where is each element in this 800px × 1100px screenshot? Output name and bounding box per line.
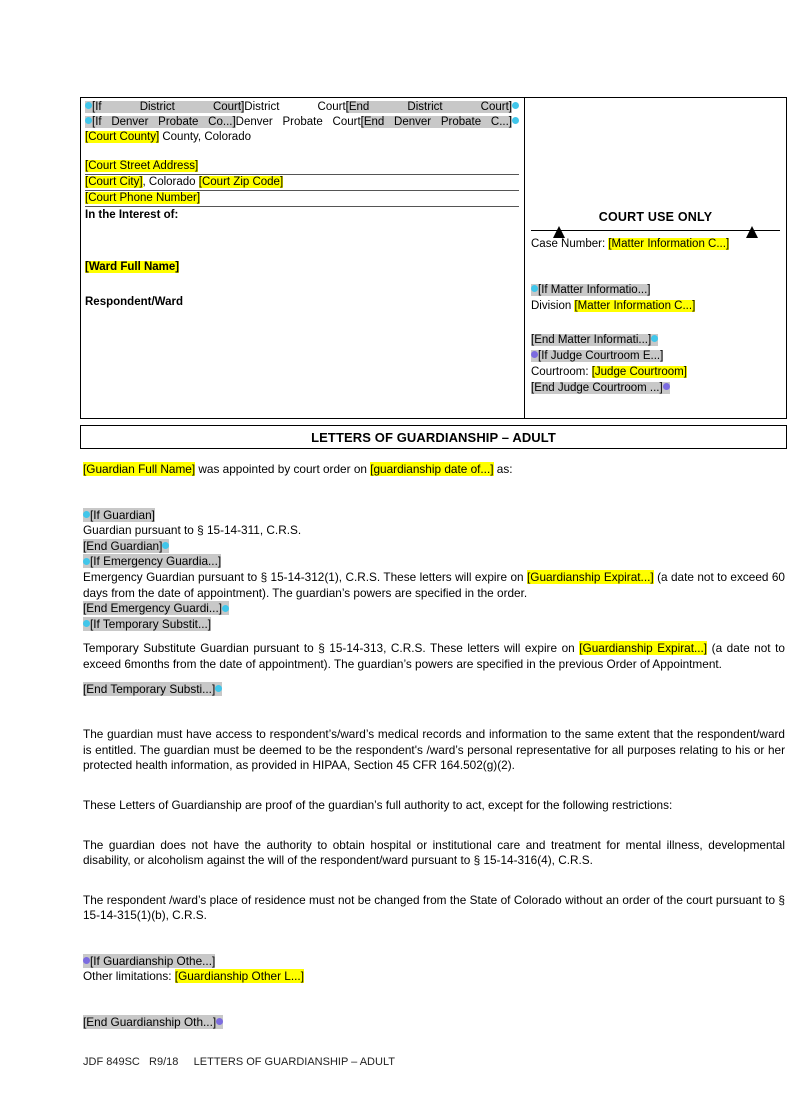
tag-if-guardianship-other-row: [83, 954, 785, 970]
district-court-text: District Court: [244, 101, 346, 113]
triangle-right-icon: [746, 226, 758, 238]
body-spacer: [83, 869, 785, 893]
tag-end-guardian-row: [83, 539, 785, 555]
caption-spacer: [85, 222, 519, 260]
intro-tail-text: as:: [493, 462, 513, 476]
tag-end-emergency-guardian-row: [83, 601, 785, 617]
tag-end-judge-courtroom[interactable]: [End Judge Courtroom ...]: [531, 382, 670, 394]
tag-if-guardian-row: [83, 508, 785, 524]
tag-if-temporary-substitute[interactable]: [If Temporary Substit...]: [83, 617, 211, 631]
conditional-marker-icon: [83, 511, 90, 518]
proof-of-authority-paragraph: These Letters of Guardianship are proof of the guardian’s full authority to act, except for the following restrictions:: [83, 797, 673, 812]
field-court-street-address[interactable]: [Court Street Address]: [85, 159, 199, 172]
conditional-marker-icon: [83, 558, 90, 565]
body-spacer: [83, 632, 785, 641]
conditional-marker-icon: [512, 102, 519, 109]
court-use-only-column: [525, 98, 786, 418]
court-use-only-bar: [531, 226, 780, 236]
court-city-zip-line: [85, 175, 519, 191]
conditional-marker-icon: [83, 620, 90, 627]
emergency-text-before: Emergency Guardian pursuant to § 15-14-312(1), C.R.S. These letters will expire on: [83, 569, 527, 584]
tag-if-judge-courtroom-row: [531, 349, 780, 364]
field-court-phone-number[interactable]: [Court Phone Number]: [85, 191, 201, 204]
tag-end-matter-information[interactable]: [End Matter Informati...]: [531, 334, 658, 346]
hipaa-paragraph: The guardian must have access to respondent’s/ward’s medical records and information to the same extent that the respondent/ward is entitled. The guardian must be deemed to be the respondent's /ward’s personal representative for all purposes relating to his or her protected health information, as provided in HIPAA, Section 45 CFR 164.502(g)(2).: [83, 727, 785, 773]
tag-if-temporary-substitute-row: [83, 617, 785, 633]
in-the-interest-of-label: In the Interest of:: [85, 208, 179, 221]
courtroom-line: [531, 365, 780, 380]
intro-paragraph: [83, 462, 785, 478]
courtroom-label: Courtroom:: [531, 365, 592, 378]
tag-if-guardian[interactable]: [If Guardian]: [83, 508, 155, 522]
tag-if-denver-probate[interactable]: [If Denver Probate Co...]: [85, 116, 236, 128]
field-case-number[interactable]: [Matter Information C...]: [608, 237, 730, 250]
field-guardian-full-name[interactable]: [Guardian Full Name]: [83, 462, 196, 476]
body-spacer: [83, 478, 785, 508]
field-court-zip-code[interactable]: [Court Zip Code]: [198, 175, 284, 188]
form-title-band: [80, 425, 787, 449]
denver-probate-court-text: Denver Probate Court: [235, 116, 361, 128]
ward-name-line: [85, 260, 519, 275]
conditional-marker-icon: [162, 542, 169, 549]
emergency-text-after: (a date not to exceed 60 days from the date of appointment). The guardian’s powers are specified in the order.: [83, 569, 785, 600]
caption-box: [80, 97, 787, 419]
field-judge-courtroom[interactable]: [Judge Courtroom]: [591, 365, 687, 378]
conditional-marker-icon: [85, 117, 92, 124]
conditional-marker-icon: [651, 335, 658, 342]
tag-if-matter-information-row: [531, 283, 780, 298]
tag-end-judge-courtroom-row: [531, 381, 780, 396]
document-body: [83, 462, 785, 1031]
court-name-line: [85, 100, 519, 130]
form-title: LETTERS OF GUARDIANSHIP – ADULT: [311, 429, 556, 445]
conditional-marker-icon: [216, 1018, 223, 1025]
body-spacer: [83, 814, 785, 838]
caption-spacer: [85, 275, 519, 295]
field-guardianship-expiration-temporary[interactable]: [Guardianship Expirat...]: [579, 641, 708, 656]
tag-if-district-court[interactable]: [If District Court]: [85, 101, 244, 113]
field-guardianship-other-limitations[interactable]: [Guardianship Other L...]: [174, 969, 304, 984]
tag-end-district-court[interactable]: [End District Court]: [345, 101, 512, 113]
tag-end-matter-information-row: [531, 333, 780, 348]
temporary-text-after: (a date not to exceed 6months from the date of appointment). The guardian’s powers are specified in the previous Order of Appointment.: [83, 641, 785, 671]
case-number-label: Case Number:: [531, 237, 609, 250]
court-use-only-title: COURT USE ONLY: [598, 210, 713, 224]
tag-end-temporary-substitute[interactable]: [End Temporary Substi...]: [83, 682, 222, 696]
body-spacer: [83, 774, 785, 798]
conditional-marker-icon: [531, 285, 538, 292]
page-footer: JDF 849SC R9/18 LETTERS OF GUARDIANSHIP – ADULT: [83, 1056, 395, 1068]
court-phone-line: [85, 191, 519, 207]
field-guardianship-expiration-emergency[interactable]: [Guardianship Expirat...]: [526, 569, 654, 584]
division-label: Division: [531, 299, 575, 312]
tag-end-guardianship-other[interactable]: [End Guardianship Oth...]: [83, 1015, 223, 1029]
emergency-guardian-paragraph: [83, 570, 785, 601]
other-limitations-line: [83, 969, 785, 985]
body-spacer: [83, 697, 785, 727]
body-spacer: [83, 924, 785, 954]
tag-if-emergency-guardian-row: [83, 554, 785, 570]
tag-end-denver-probate[interactable]: [End Denver Probate C...]: [360, 116, 512, 128]
temporary-substitute-paragraph: [83, 641, 785, 672]
tag-if-judge-courtroom[interactable]: [If Judge Courtroom E...]: [531, 350, 663, 362]
guardian-statute-text: Guardian pursuant to § 15-14-311, C.R.S.: [83, 523, 302, 538]
triangle-left-icon: [553, 226, 565, 238]
caption-left-column: [81, 98, 525, 418]
restriction-paragraph-1: The guardian does not have the authority to obtain hospital or institutional care and treatment for mental illness, developmental disability, or alcoholism against the will of the respondent/ward pursuant to § 15-14-316(4), C.R.S.: [83, 837, 785, 868]
restriction-paragraph-2: The respondent /ward’s place of residence must not be changed from the State of Colorado without an order of the court pursuant to § 15-14-315(1)(b), C.R.S.: [83, 892, 785, 923]
body-spacer: [83, 985, 785, 1015]
conditional-marker-icon: [512, 117, 519, 124]
case-number-line: [531, 237, 780, 252]
tag-end-emergency-guardian[interactable]: [End Emergency Guardi...]: [83, 601, 229, 615]
field-ward-full-name[interactable]: [Ward Full Name]: [85, 261, 180, 274]
field-division[interactable]: [Matter Information C...]: [574, 299, 696, 312]
tag-if-emergency-guardian[interactable]: [If Emergency Guardia...]: [83, 554, 221, 568]
division-line: [531, 299, 780, 314]
other-limitations-label: Other limitations:: [83, 969, 175, 984]
tag-if-guardianship-other[interactable]: [If Guardianship Othe...]: [83, 954, 215, 968]
respondent-ward-label: Respondent/Ward: [85, 295, 183, 308]
conditional-marker-icon: [83, 957, 90, 964]
conditional-marker-icon: [215, 685, 222, 692]
city-suffix: , Colorado: [142, 175, 199, 188]
court-use-spacer: [531, 314, 780, 332]
field-court-county[interactable]: [Court County]: [85, 131, 160, 143]
field-guardianship-date[interactable]: [guardianship date of...]: [370, 462, 494, 476]
court-use-rule: [531, 230, 780, 231]
temporary-text-before: Temporary Substitute Guardian pursuant to § 15-14-313, C.R.S. These letters will expire on: [83, 641, 580, 656]
county-suffix: County, Colorado: [159, 131, 251, 143]
tag-end-temporary-substitute-row: [83, 682, 785, 698]
court-county-line: [85, 130, 519, 145]
court-street-address-line: [85, 159, 519, 175]
intro-mid-text: was appointed by court order on: [195, 462, 371, 476]
court-use-spacer: [531, 252, 780, 282]
tag-end-guardian[interactable]: [End Guardian]: [83, 539, 169, 553]
tag-end-guardianship-other-row: [83, 1015, 785, 1031]
conditional-marker-icon: [663, 383, 670, 390]
conditional-marker-icon: [85, 102, 92, 109]
conditional-marker-icon: [531, 351, 538, 358]
field-court-city[interactable]: [Court City]: [85, 175, 143, 188]
caption-spacer: [85, 145, 519, 159]
conditional-marker-icon: [222, 605, 229, 612]
body-spacer: [83, 673, 785, 682]
tag-if-matter-information[interactable]: [If Matter Informatio...]: [531, 284, 650, 296]
